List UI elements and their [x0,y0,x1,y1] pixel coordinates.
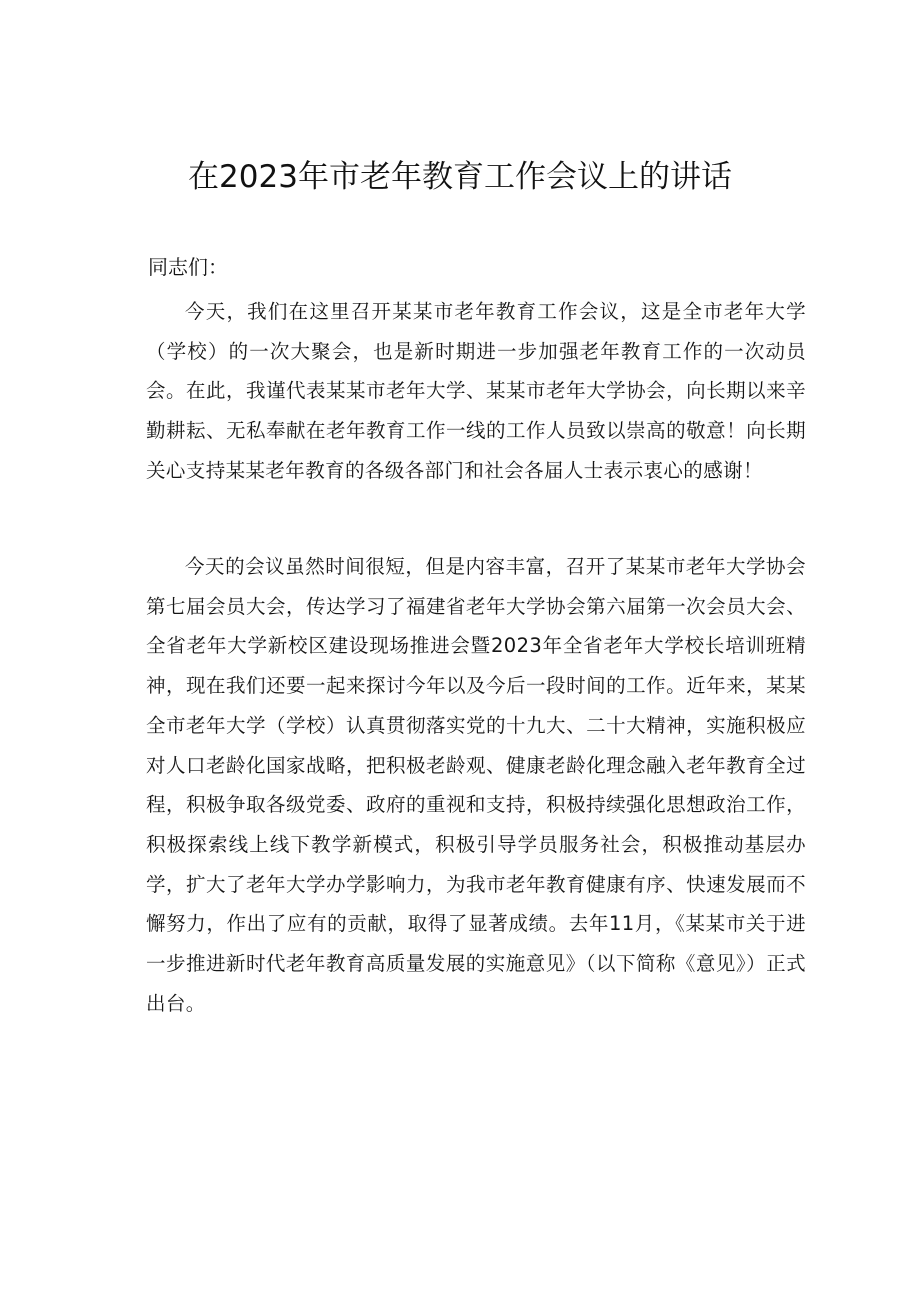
salutation: 同志们： [148,255,228,279]
paragraph-1: 今天，我们在这里召开某某市老年教育工作会议，这是全市老年大学（学校）的一次大聚会，也是新时期进一步加强老年教育工作的一次动员会。在此，我谨代表某某市老年大学、某某市老年大学协会，向长期以来辛勤耕耘、无私奉献在老年教育工作一线的工作人员致以崇高的敬意！向长期关心支持某某老年教育的各级各部门和社会各届人士表示衷心的感谢！ [146,300,806,482]
paragraph-2: 今天的会议虽然时间很短，但是内容丰富，召开了某某市老年大学协会第七届会员大会，传达学习了福建省老年大学协会第六届第一次会员大会、全省老年大学新校区建设现场推进会暨2023年全省老年大学校长培训班精神，现在我们还要一起来探讨今年以及今后一段时间的工作。近年来，某某全市老年大学（学校）认真贯彻落实党的十九大、二十大精神，实施积极应对人口老龄化国家战略，把积极老龄观、健康老龄化理念融入老年教育全过程，积极争取各级党委、政府的重视和支持，积极持续强化思想政治工作，积极探索线上线下教学新模式，积极引导学员服务社会，积极推动基层办学，扩大了老年大学办学影响力，为我市老年教育健康有序、快速发展而不懈努力，作出了应有的贡献，取得了显著成绩。去年11月，《某某市关于进一步推进新时代老年教育高质量发展的实施意见》（以下简称《意见》）正式出台。 [146,555,806,1015]
document-title: 在2023年市老年教育工作会议上的讲话 [188,159,732,195]
